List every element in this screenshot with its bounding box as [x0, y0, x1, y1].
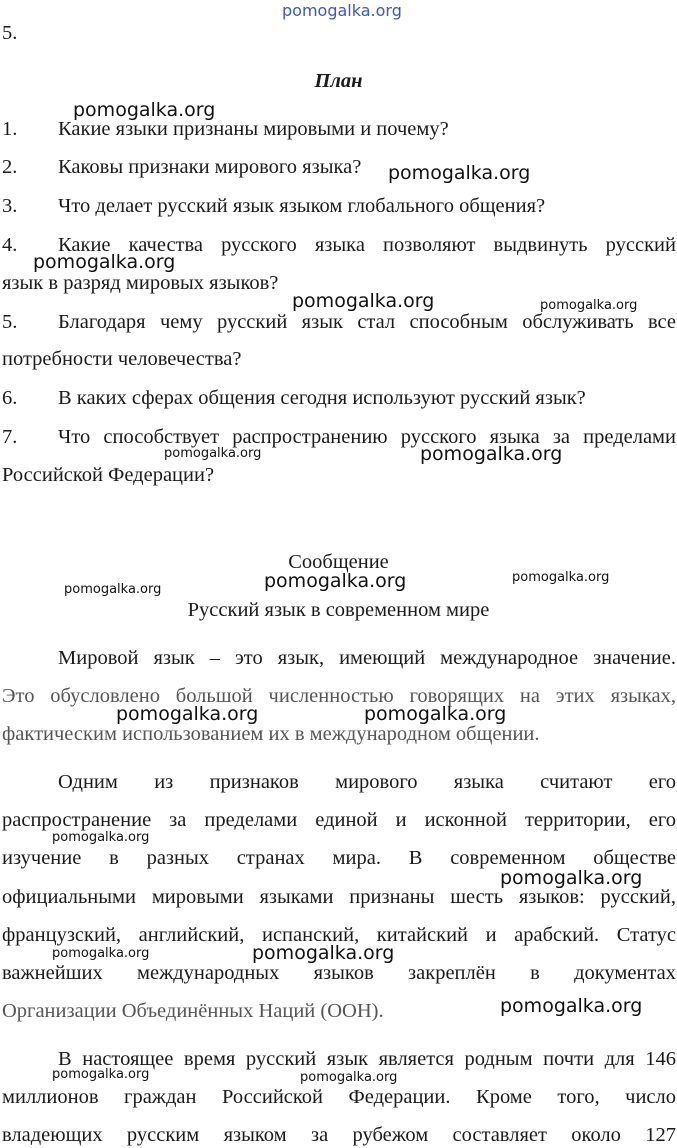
paragraph-line: В настоящее время русский язык является родным почти для 146 — [58, 1048, 676, 1070]
watermark: pomogalka.org — [116, 703, 259, 725]
watermark: pomogalka.org — [300, 1070, 398, 1085]
plan-title: План — [314, 70, 363, 92]
watermark: pomogalka.org — [264, 570, 407, 592]
plan-item-number: 3. — [2, 195, 18, 217]
plan-item-number: 5. — [2, 311, 18, 333]
plan-item-number: 6. — [2, 387, 18, 409]
paragraph-line: важнейших международных языков закреплён в документах — [2, 962, 676, 984]
watermark: pomogalka.org — [500, 867, 643, 889]
paragraph-line: миллионов граждан Российской Федерации. Кроме того, число — [2, 1086, 676, 1108]
paragraph-line: Мировой язык – это язык, имеющий международное значение. — [58, 647, 676, 669]
watermark: pomogalka.org — [292, 290, 435, 312]
plan-item-number: 1. — [2, 118, 18, 140]
plan-item-text: Какие языки признаны мировыми и почему? — [58, 118, 449, 140]
watermark: pomogalka.org — [73, 99, 216, 121]
plan-item-text-continued: Российской Федерации? — [2, 464, 215, 486]
watermark: pomogalka.org — [33, 251, 176, 273]
plan-item-text-continued: потребности человечества? — [2, 348, 242, 370]
watermark: pomogalka.org — [52, 1067, 150, 1082]
paragraph-line: Организации Объединённых Наций (ООН). — [2, 1000, 384, 1022]
plan-item-number: 2. — [2, 156, 18, 178]
paragraph-line: Это обусловлено большой численностью говорящих на этих языках, — [2, 685, 676, 707]
plan-item-text: Какие качества русского языка позволяют выдвинуть русский — [58, 234, 676, 256]
watermark: pomogalka.org — [164, 446, 262, 461]
paragraph-line: Одним из признаков мирового языка считают его — [58, 771, 676, 793]
watermark: pomogalka.org — [500, 995, 643, 1017]
watermark: pomogalka.org — [64, 582, 162, 597]
watermark: pomogalka.org — [52, 830, 150, 845]
watermark: pomogalka.org — [512, 570, 610, 585]
plan-item-number: 4. — [2, 234, 18, 256]
watermark-top: pomogalka.org — [282, 1, 402, 20]
watermark: pomogalka.org — [388, 162, 531, 184]
watermark: pomogalka.org — [420, 443, 563, 465]
watermark: pomogalka.org — [540, 298, 638, 313]
plan-item-number: 7. — [2, 426, 18, 448]
plan-item-text: Каковы признаки мирового языка? — [58, 156, 362, 178]
paragraph-line: владеющих русским языком за рубежом составляет около 127 — [2, 1124, 676, 1146]
plan-item-text: Что способствует распространению русского языка за пределами — [58, 426, 676, 448]
paragraph-line: официальными мировыми языками признаны шесть языков: русский, — [2, 886, 676, 908]
watermark: pomogalka.org — [52, 946, 150, 961]
paragraph-line: изучение в разных странах мира. В современном обществе — [2, 847, 676, 869]
paragraph-line: французский, английский, испанский, китайский и арабский. Статус — [2, 924, 676, 946]
message-label: Сообщение — [288, 551, 389, 573]
paragraph-line: фактическим использованием их в международном общении. — [2, 723, 540, 745]
plan-item-text: В каких сферах общения сегодня используют русский язык? — [58, 387, 586, 409]
watermark: pomogalka.org — [364, 703, 507, 725]
paragraph-line: распространение за пределами единой и исконной территории, его — [2, 809, 676, 831]
plan-item-text-continued: язык в разряд мировых языков? — [2, 272, 279, 294]
plan-item-text: Благодаря чему русский язык стал способным обслуживать все — [58, 311, 676, 333]
watermark: pomogalka.org — [252, 942, 395, 964]
message-title: Русский язык в современном мире — [187, 599, 490, 621]
plan-item-text: Что делает русский язык языком глобального общения? — [58, 195, 546, 217]
heading-number: 5. — [2, 22, 18, 44]
